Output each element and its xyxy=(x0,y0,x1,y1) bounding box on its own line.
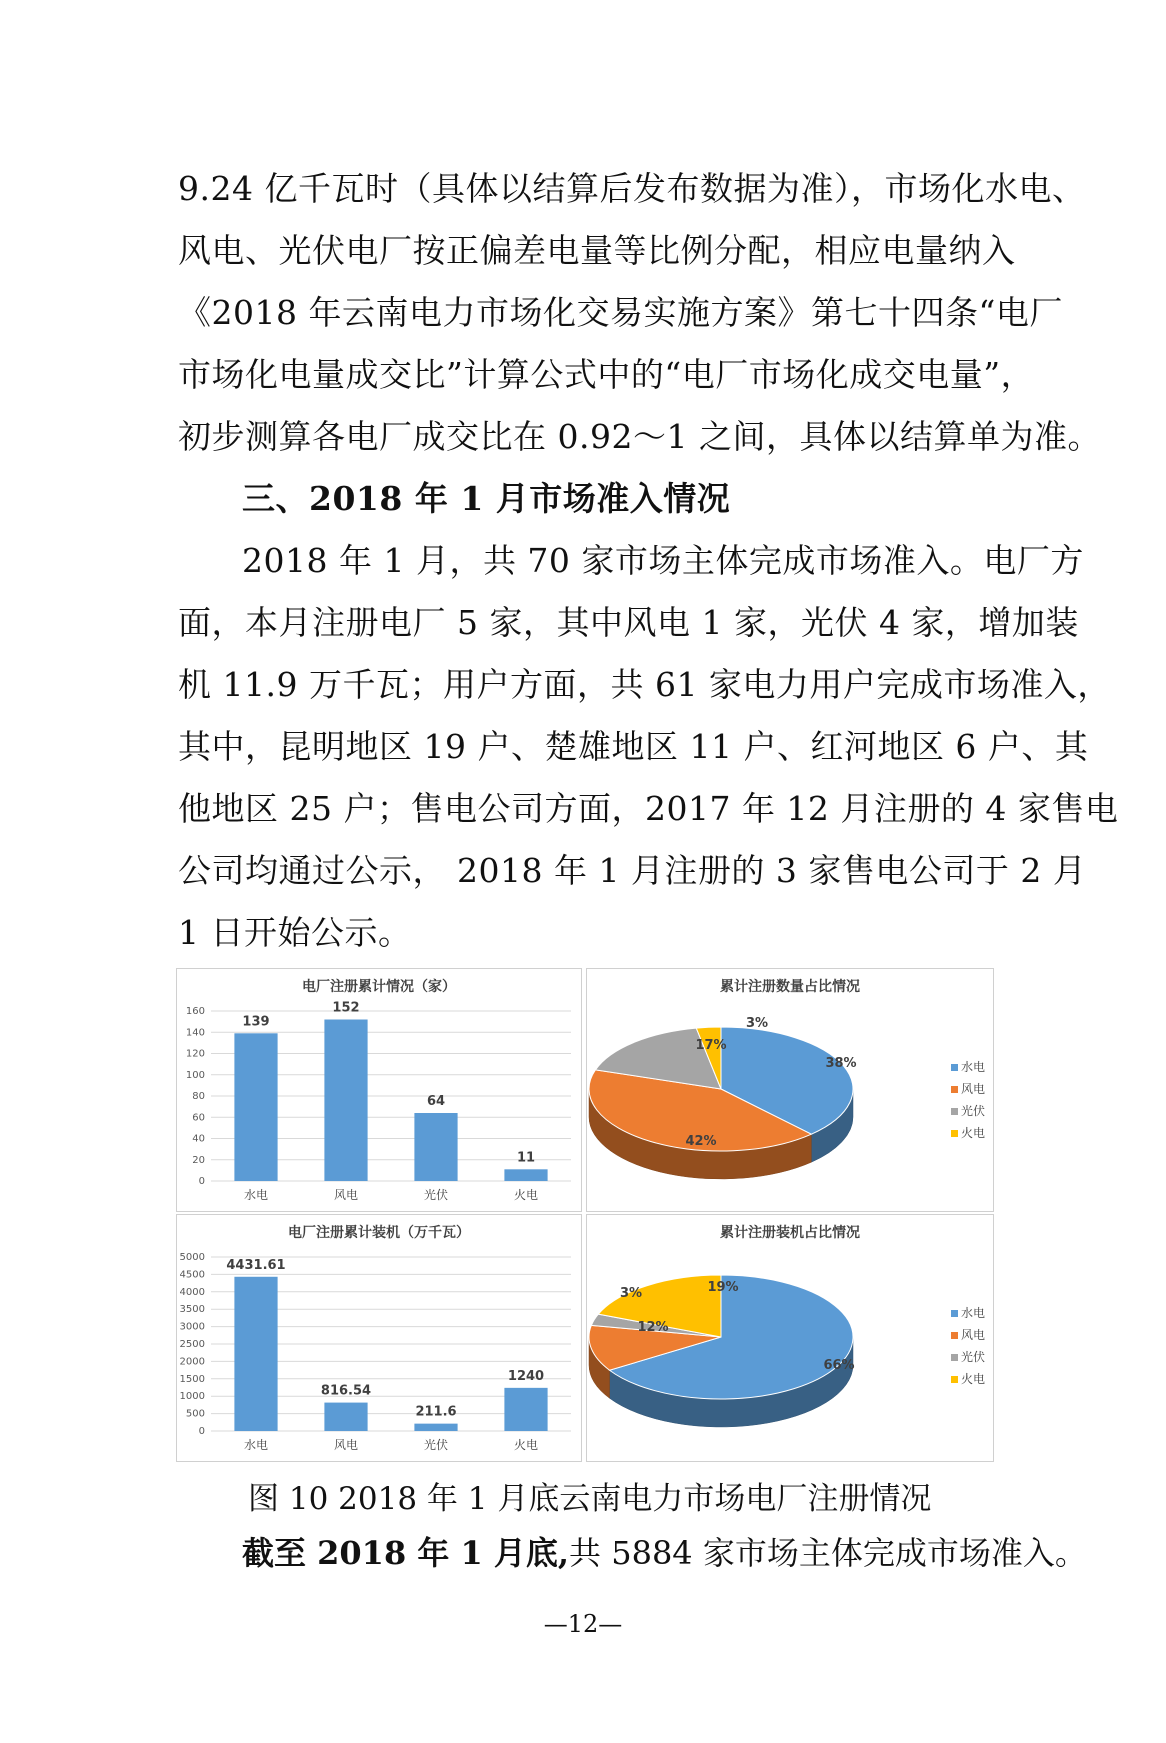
y-tick-label: 60 xyxy=(192,1112,205,1124)
text-line: 2018 年 1 月，共 70 家市场主体完成市场准入。电厂方 xyxy=(242,541,1084,580)
x-category-label: 光伏 xyxy=(423,1438,449,1452)
y-tick-label: 0 xyxy=(198,1426,205,1437)
text-line: 初步测算各电厂成交比在 0.92～1 之间，具体以结算单为准。 xyxy=(178,417,1101,456)
text-line: 风电、光伏电厂按正偏差电量等比例分配，相应电量纳入 xyxy=(178,231,1016,270)
legend-label: 风电 xyxy=(961,1328,986,1342)
legend-swatch xyxy=(951,1064,958,1071)
figure-caption: 图 10 2018 年 1 月底云南电力市场电厂注册情况 xyxy=(248,1481,932,1517)
text-line: 1 日开始公示。 xyxy=(178,913,412,952)
data-label: 139 xyxy=(242,1014,270,1030)
bar-chart-capacity xyxy=(177,1215,581,1461)
legend-swatch xyxy=(951,1086,958,1093)
pie-chart-count-share-panel xyxy=(586,968,994,1212)
bar xyxy=(504,1169,547,1181)
data-label: 11 xyxy=(516,1150,536,1166)
bar xyxy=(234,1277,277,1431)
y-tick-label: 20 xyxy=(192,1154,205,1166)
bar xyxy=(504,1388,547,1431)
y-tick-label: 500 xyxy=(185,1408,205,1420)
data-label: 1240 xyxy=(507,1368,545,1384)
bar xyxy=(414,1424,457,1431)
legend-label: 火电 xyxy=(961,1126,986,1140)
text-line: 机 11.9 万千瓦；用户方面，共 61 家电力用户完成市场准入， xyxy=(178,665,1111,704)
bar xyxy=(414,1113,457,1181)
text-line: 公司均通过公示， 2018 年 1 月注册的 3 家售电公司于 2 月 xyxy=(178,851,1087,890)
y-tick-label: 3000 xyxy=(179,1321,205,1333)
chart-title: 电厂注册累计装机（万千瓦） xyxy=(288,1225,470,1241)
slice-label: 38% xyxy=(825,1056,857,1071)
slice-label: 19% xyxy=(707,1280,739,1295)
legend-label: 火电 xyxy=(961,1372,986,1386)
y-tick-label: 4500 xyxy=(179,1269,205,1281)
y-tick-label: 5000 xyxy=(179,1252,205,1263)
x-category-label: 水电 xyxy=(243,1188,269,1202)
bar xyxy=(234,1033,277,1181)
legend-label: 光伏 xyxy=(961,1350,986,1364)
bar xyxy=(324,1403,367,1431)
y-tick-label: 140 xyxy=(185,1027,205,1039)
pie-chart-count-share xyxy=(587,969,993,1211)
y-tick-label: 3500 xyxy=(179,1304,205,1316)
slice-label: 17% xyxy=(695,1038,727,1053)
y-tick-label: 2500 xyxy=(179,1339,205,1350)
x-category-label: 水电 xyxy=(243,1438,269,1452)
legend-swatch xyxy=(951,1130,958,1137)
y-tick-label: 80 xyxy=(192,1091,205,1102)
data-label: 4431.61 xyxy=(226,1257,286,1273)
y-tick-label: 2000 xyxy=(179,1356,205,1368)
text-line: 他地区 25 户；售电公司方面，2017 年 12 月注册的 4 家售电 xyxy=(178,789,1119,828)
data-label: 816.54 xyxy=(320,1383,372,1399)
slice-label: 12% xyxy=(637,1320,669,1335)
legend-swatch xyxy=(951,1376,958,1383)
chart-title: 累计注册装机占比情况 xyxy=(720,1225,860,1241)
bar xyxy=(324,1020,367,1182)
y-tick-label: 1500 xyxy=(179,1373,205,1385)
legend-label: 光伏 xyxy=(961,1104,986,1118)
x-category-label: 光伏 xyxy=(423,1188,449,1202)
data-label: 64 xyxy=(426,1094,446,1109)
figure-10-charts xyxy=(176,968,994,1462)
legend-label: 风电 xyxy=(961,1082,986,1096)
slice-label: 66% xyxy=(823,1358,855,1373)
legend-label: 水电 xyxy=(961,1306,986,1320)
y-tick-label: 4000 xyxy=(179,1286,205,1298)
pie-chart-capacity-share-panel xyxy=(586,1214,994,1462)
page-number: —12— xyxy=(543,1610,623,1638)
legend-swatch xyxy=(951,1310,958,1317)
body-text xyxy=(178,158,1119,964)
text-line: 其中，昆明地区 19 户、楚雄地区 11 户、红河地区 6 户、其 xyxy=(178,727,1089,766)
x-category-label: 风电 xyxy=(333,1188,359,1202)
y-tick-label: 160 xyxy=(185,1006,205,1017)
legend-swatch xyxy=(951,1354,958,1361)
text-line: 9.24 亿千瓦时（具体以结算后发布数据为准），市场化水电、 xyxy=(178,169,1086,208)
chart-title: 电厂注册累计情况（家） xyxy=(302,979,456,995)
x-category-label: 火电 xyxy=(513,1188,539,1202)
x-category-label: 火电 xyxy=(513,1438,539,1452)
y-tick-label: 120 xyxy=(185,1048,205,1060)
legend-swatch xyxy=(951,1332,958,1339)
y-tick-label: 100 xyxy=(185,1069,205,1081)
section-heading: 三、2018 年 1 月市场准入情况 xyxy=(242,479,731,518)
bar-chart-capacity-panel xyxy=(176,1214,582,1462)
y-tick-label: 0 xyxy=(198,1176,205,1187)
y-tick-label: 40 xyxy=(192,1133,205,1145)
bar-chart-plant-count xyxy=(177,969,581,1211)
legend-label: 水电 xyxy=(961,1060,986,1074)
text-line: 面，本月注册电厂 5 家，其中风电 1 家，光伏 4 家，增加装 xyxy=(178,603,1079,642)
y-tick-label: 1000 xyxy=(179,1391,205,1403)
legend-swatch xyxy=(951,1108,958,1115)
pie-chart-capacity-share xyxy=(587,1215,993,1461)
chart-title: 累计注册数量占比情况 xyxy=(720,979,860,995)
slice-label: 42% xyxy=(685,1134,717,1149)
text-line: 市场化电量成交比”计算公式中的“电厂市场化成交电量”， xyxy=(178,355,1035,394)
summary-line xyxy=(242,1528,1087,1578)
text-line: 《2018 年云南电力市场化交易实施方案》第七十四条“电厂 xyxy=(178,293,1063,332)
slice-label: 3% xyxy=(619,1286,643,1301)
summary-rest: 共 5884 家市场主体完成市场准入。 xyxy=(569,1534,1087,1572)
summary-bold: 截至 2018 年 1 月底, xyxy=(242,1534,570,1572)
bar-chart-plant-count-panel xyxy=(176,968,582,1212)
data-label: 211.6 xyxy=(415,1404,457,1420)
x-category-label: 风电 xyxy=(333,1438,359,1452)
slice-label: 3% xyxy=(745,1016,769,1031)
data-label: 152 xyxy=(332,1000,360,1016)
